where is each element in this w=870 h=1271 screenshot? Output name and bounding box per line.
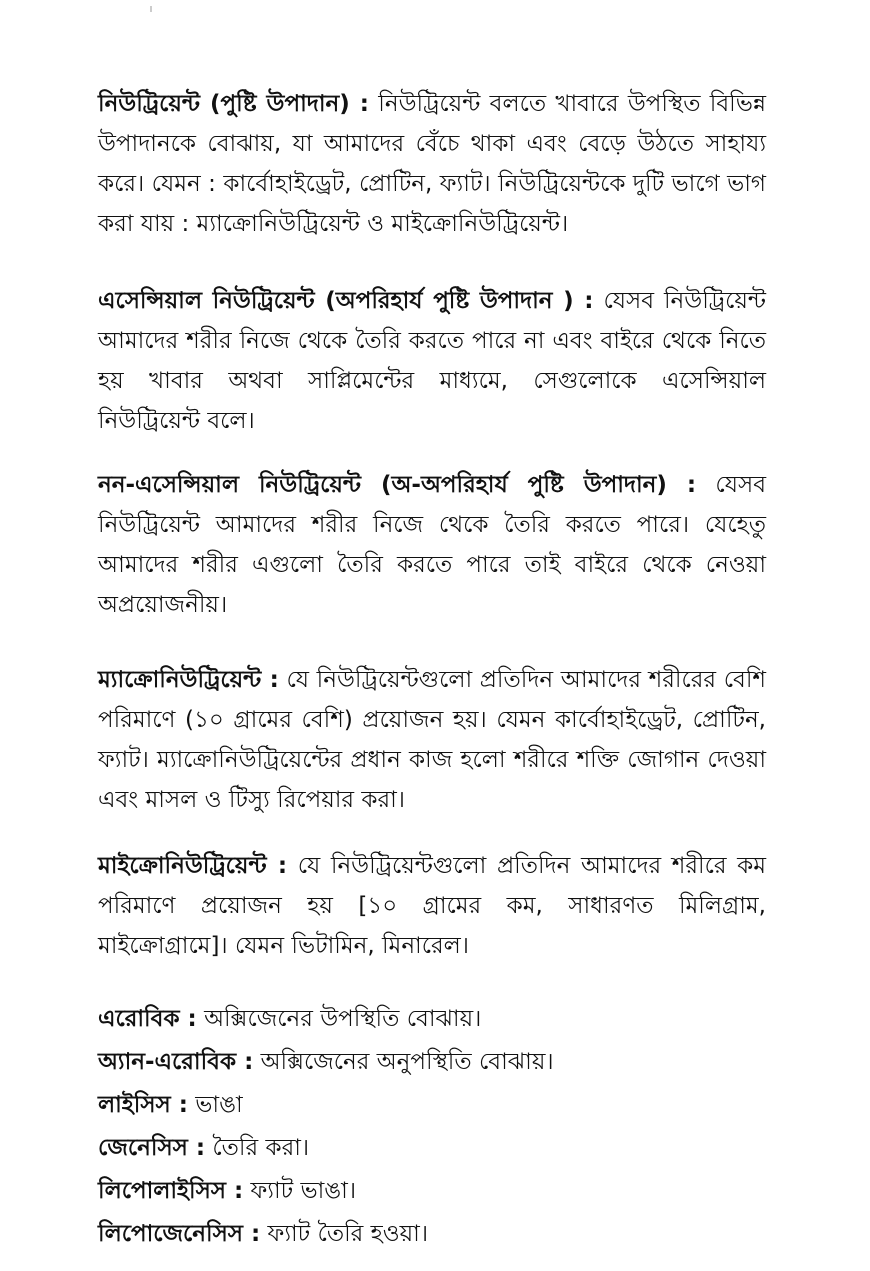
paragraph-non-essential-nutrient <box>98 465 766 625</box>
term-essential-nutrient: এসেন্সিয়াল নিউট্রিয়েন্ট (অপরিহার্য পুষ্টি উপাদান ) : <box>98 288 594 314</box>
term-non-essential-nutrient: নন-এসেন্সিয়াল নিউট্রিয়েন্ট (অ-অপরিহার্য পুষ্টি উপাদান) : <box>98 472 697 498</box>
glossary-term: লিপোজেনেসিস : <box>98 1221 261 1247</box>
paragraph-macronutrient <box>98 660 766 820</box>
glossary-definition: তৈরি করা। <box>212 1135 310 1161</box>
term-macronutrient: ম্যাক্রোনিউট্রিয়েন্ট : <box>98 667 279 693</box>
term-micronutrient: মাইক্রোনিউট্রিয়েন্ট : <box>98 853 288 879</box>
glossary-list <box>98 998 766 1256</box>
glossary-definition: ফ্যাট তৈরি হওয়া। <box>267 1221 429 1247</box>
glossary-definition: অক্সিজেনের উপস্থিতি বোঝায়। <box>204 1006 482 1032</box>
definition-essential-nutrient: যেসব নিউট্রিয়েন্ট আমাদের শরীর নিজে থেকে তৈরি করতে পারে না এবং বাইরে থেকে নিতে হয় খাবার অথবা সাপ্লিমেন্টের মাধ্যমে, সেগুলোকে এসেন্সিয়াল নিউট্রিয়েন্ট বলে। <box>98 288 766 434</box>
paragraph-micronutrient <box>98 846 766 966</box>
glossary-term: জেনেসিস : <box>98 1135 206 1161</box>
definition-non-essential-nutrient: যেসব নিউট্রিয়েন্ট আমাদের শরীর নিজে থেকে তৈরি করতে পারে। যেহেতু আমাদের শরীর এগুলো তৈরি করতে পারে তাই বাইরে থেকে নেওয়া অপ্রয়োজনীয়। <box>98 472 766 618</box>
glossary-term: এরোবিক : <box>98 1006 197 1032</box>
glossary-item-lysis <box>98 1084 766 1127</box>
paragraph-nutrient <box>98 84 766 244</box>
glossary-term: লাইসিস : <box>98 1092 188 1118</box>
glossary-definition: অক্সিজেনের অনুপস্থিতি বোঝায়। <box>260 1049 554 1075</box>
glossary-item-lipogenesis <box>98 1213 766 1256</box>
term-nutrient: নিউট্রিয়েন্ট (পুষ্টি উপাদান) : <box>98 91 369 117</box>
glossary-definition: ফ্যাট ভাঙা। <box>250 1178 357 1204</box>
paragraph-essential-nutrient <box>98 281 766 441</box>
glossary-term: লিপোলাইসিস : <box>98 1178 244 1204</box>
glossary-item-genesis <box>98 1127 766 1170</box>
glossary-term: অ্যান-এরোবিক : <box>98 1049 254 1075</box>
glossary-item-lipolysis <box>98 1170 766 1213</box>
scan-mark <box>150 6 152 12</box>
glossary-item-anaerobic <box>98 1041 766 1084</box>
glossary-definition: ভাঙা <box>195 1092 243 1118</box>
definition-micronutrient: যে নিউট্রিয়েন্টগুলো প্রতিদিন আমাদের শরীরে কম পরিমাণে প্রয়োজন হয় [১০ গ্রামের কম, সাধারণত মিলিগ্রাম, মাইক্রোগ্রামে]। যেমন ভিটামিন, মিনারেল। <box>98 853 767 959</box>
definition-macronutrient: যে নিউট্রিয়েন্টগুলো প্রতিদিন আমাদের শরীরের বেশি পরিমাণে (১০ গ্রামের বেশি) প্রয়োজন হয়। যেমন কার্বোহাইড্রেট, প্রোটিন, ফ্যাট। ম্যাক্রোনিউট্রিয়েন্টের প্রধান কাজ হলো শরীরে শক্তি জোগান দেওয়া এবং মাসল ও টিস্যু রিপেয়ার করা। <box>98 667 767 813</box>
glossary-item-aerobic <box>98 998 766 1041</box>
definition-nutrient: নিউট্রিয়েন্ট বলতে খাবারে উপস্থিত বিভিন্ন উপাদানকে বোঝায়, যা আমাদের বেঁচে থাকা এবং বেড়ে উঠতে সাহায্য করে। যেমন : কার্বোহাইড্রেট, প্রোটিন, ফ্যাট। নিউট্রিয়েন্টকে দুটি ভাগে ভাগ করা যায় : ম্যাক্রোনিউট্রিয়েন্ট ও মাইক্রোনিউট্রিয়েন্ট। <box>98 91 767 237</box>
